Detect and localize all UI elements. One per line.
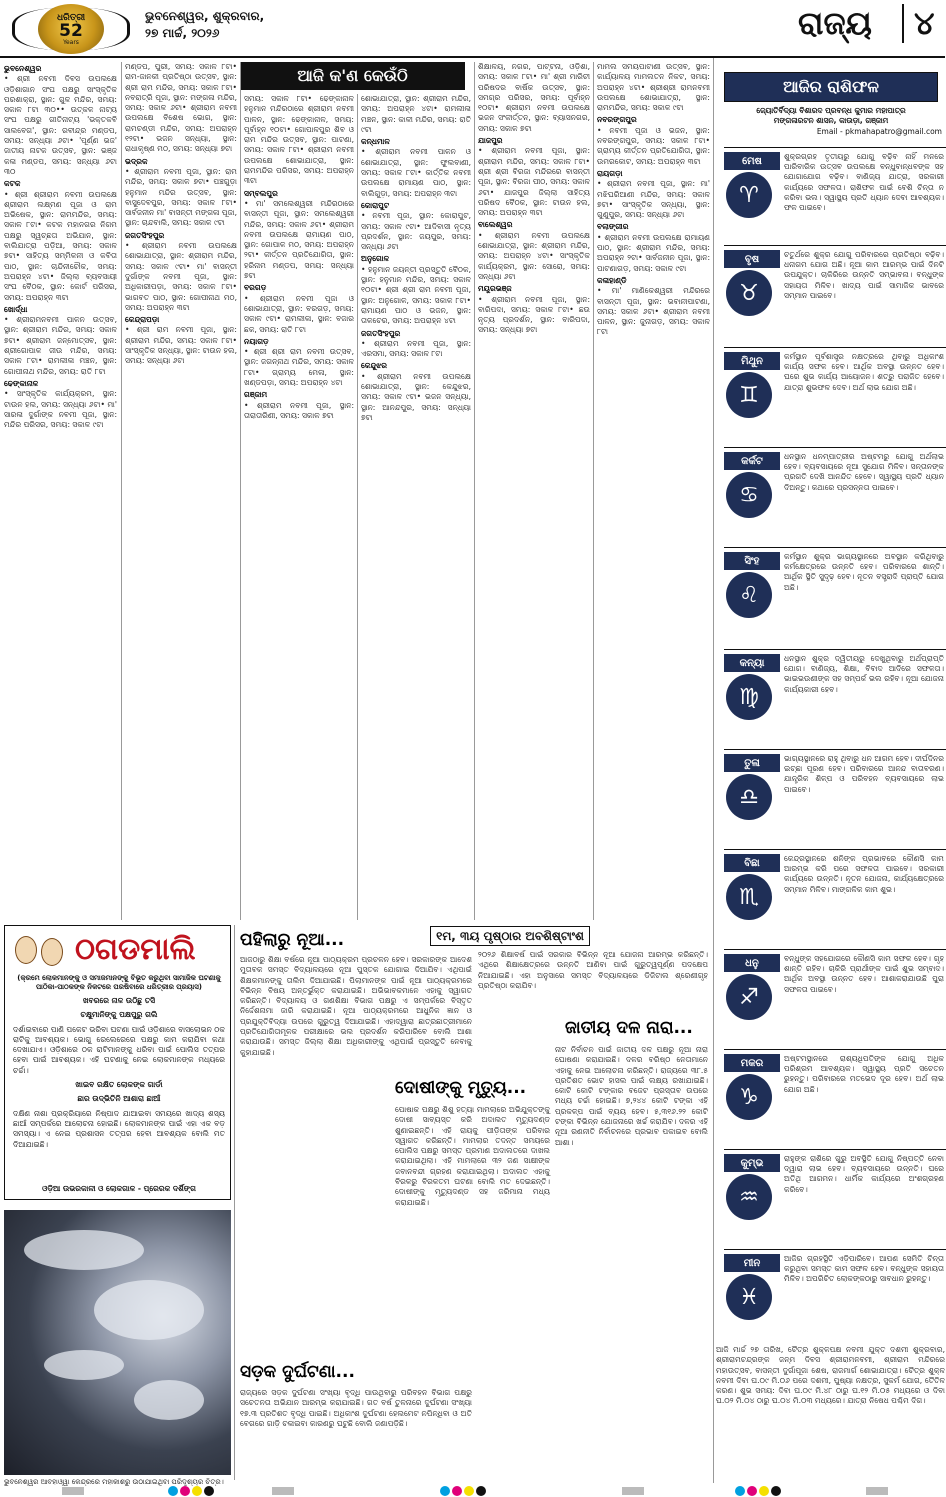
dateline-date: ୨୭ ମାର୍ଚ୍ଚ, ୨୦୨୬ <box>145 26 220 40</box>
horoscope-sign-text: କର୍ମସ୍ଥାନ ଶୁକ୍ର ଭାଗ୍ୟସ୍ଥାନରେ ଅବସ୍ଥାନ କରିଥିବାରୁ କର୍ମକ୍ଷେତ୍ରରେ ଉନ୍ନତି ହେବ। ପରିବାରରେ ଶାନ୍ତି। ଆର୍ଥିକ ସ୍ଥିତି ସୁଦୃଢ଼ ହେବ। ନୂତନ ବସ୍ତ୍ରାଦି ପ୍ରାପ୍ତି ଯୋଗ ଅଛି। <box>784 552 944 592</box>
thagadmali-box <box>4 925 231 1200</box>
horoscope-sign-label: ମିଥୁନ <box>724 352 780 370</box>
print-registration-yellow <box>464 1486 474 1496</box>
zodiac-icon: ♎ <box>726 774 772 820</box>
cloud-shape <box>24 1230 144 1270</box>
article-dosh-title: ଦୋଷୀଙ୍କୁ ମୃତ୍ୟୁ... <box>395 1078 527 1098</box>
thagadmali-para-2: ଦକ୍ଷିଣ ନାଶା ପ୍ରକ୍ରିୟାରେ ନିଷ୍ପାଦ ଯାଆଇବା ସମୟରେ ଖାଦ୍ୟ ଶସ୍ୟ ଛାଆଁ ସମ୍ପର୍କରେ ଆଲୋଚନା ହୋଇଛି। ଲୋକମାନଙ୍କ ପାଇଁ ଏହା ଏକ ବଡ଼ ସମସ୍ୟା। ଏ ନେଇ ପ୍ରଶାସନ ତତ୍ପର ହେବା ଆବଶ୍ୟକ ବୋଲି ମତ ଦିଆଯାଇଛି। <box>13 1108 225 1149</box>
horoscope-separator <box>724 949 946 950</box>
horoscope-sign-text: ଚତୁର୍ଥରେ ଶୁକ୍ର ଯୋଗୁ ପରିବାରରେ ପ୍ରତିଷ୍ଠା ବଢ଼ିବ। ଧନାଗମ ଯୋଗ ଅଛି। ନୂଆ କାମ ଆରମ୍ଭ ପାଇଁ ଦିନଟି ଉପଯୁକ୍ତ। ଚାକିରିରେ ଉନ୍ନତି ସମ୍ଭାବନା। ବନ୍ଧୁଙ୍କ ସହାୟତା ମିଳିବ। ଖାଦ୍ୟ ପାଇଁ ସାମାଜିକ ଭାବରେ ସମ୍ମାନ ପାଇବେ। <box>784 250 944 300</box>
horoscope-author-name: ଜ୍ୟୋତିର୍ବିଦ୍ୟା ବିଶାରଦ ପ୍ରବନ୍ଧ କୁମାର ମହାପାତ୍ର <box>756 106 906 115</box>
horoscope-sign-label: ବୃଷ <box>724 250 780 268</box>
horoscope-sign-text: ରାହୁଙ୍କ ରାଶିରେ ଗୁରୁ ଅବସ୍ଥିତି ଯୋଗୁ ନିଷ୍ପତ୍ତି ନେବା ଦ୍ୱାରା ଲାଭ ହେବ। ବ୍ୟବସାୟରେ ଉନ୍ନତି। ଘରେ ଅତିଥି ଆଗମନ। ଧାର୍ମିକ କାର୍ଯ୍ୟରେ ଅଂଶଗ୍ରହଣ କରିବେ। <box>784 1154 944 1194</box>
zodiac-icon: ♊ <box>726 372 772 418</box>
horoscope-sign <box>720 150 944 246</box>
print-registration-cyan <box>735 1486 745 1496</box>
events-column-5: ଶିକ୍ଷାଳୟ, ନଗର, ପାଟ୍ଟନା, ଓଡ଼ିଶା, ସମୟ: ସକାଳ ୮ଟା• ମା' ଶ୍ରୀ ମାରିଚୀ ପରିଷଦର ବାର୍ଷିକ ଉତ୍ସବ, ସ୍ଥାନ: ସମଗ୍ର ପରିସର, ସମୟ: ପୂର୍ବାହ୍ନ ୧୦ଟା• ଶ୍ରୀରାମ ନବମୀ ଉପଲକ୍ଷେ ଭଜନ ସଂକୀର୍ତ୍ତନ, ସ୍ଥାନ: ବ୍ୟାସନଗର, ସମୟ: ସକାଳ ୭ଟା ଯାଜପୁର • ଶ୍ରୀରାମ ନବମୀ ପୂଜା, ସ୍ଥାନ: ଶ୍ରୀରାମ ମନ୍ଦିର, ସମୟ: ସକାଳ ୮ଟା• ଶ୍ରୀ ଶ୍ରୀ ବିରଜା ମନ୍ଦିରରେ ବାସନ୍ତୀ ପୂଜା, ସ୍ଥାନ: ବିରଜା ପୀଠ, ସମୟ: ସକାଳ ୬ଟା• ଯାଜପୁର ଜିଲ୍ଲା ସାହିତ୍ୟ ପରିଷଦ ବୈଠକ, ସ୍ଥାନ: ଟାଉନ ହଲ, ସମୟ: ଅପରାହ୍ନ ୩ଟା ବାଲେଶ୍ୱର • ଶ୍ରୀରାମ ନବମୀ ଉପଲକ୍ଷେ ଶୋଭାଯାତ୍ରା, ସ୍ଥାନ: ଶ୍ରୀରାମ ମନ୍ଦିର, ସମୟ: ଅପରାହ୍ନ ୪ଟା• ସାଂସ୍କୃତିକ କାର୍ଯ୍ୟକ୍ରମ, ସ୍ଥାନ: ସୋରୋ, ସମୟ: ସନ୍ଧ୍ୟା ୬ଟା ମୟୂରଭଞ୍ଜ • ଶ୍ରୀରାମ ନବମୀ ପୂଜା, ସ୍ଥାନ: ବାରିପଦା, ସମୟ: ସକାଳ ୮ଟା• ଛଉ ନୃତ୍ୟ ପ୍ରଦର୍ଶନ, ସ୍ଥାନ: ବାରିପଦା, ସମୟ: ସନ୍ଧ୍ୟା ୭ଟା <box>478 62 590 335</box>
column-rule <box>593 62 594 920</box>
article-jatiya-title: ଜାତୀୟ ଦଳ ନାରା... <box>565 1018 693 1038</box>
article-pahilaru-title: ପହିଲାରୁ ନୂଆ... <box>240 930 345 950</box>
horoscope-separator <box>724 1049 946 1050</box>
zodiac-icon: ♋ <box>726 472 772 518</box>
print-mark <box>272 1487 294 1495</box>
horoscope-sign <box>720 952 944 1048</box>
zodiac-icon: ♐ <box>726 974 772 1020</box>
horoscope-sign <box>720 248 944 344</box>
column-rule <box>234 925 235 1480</box>
print-registration-black <box>771 1486 781 1496</box>
events-column-3: ସମୟ: ସକାଳ ୮ଟା• ଢେଙ୍କାନାଳ ହନୁମାନ ମନ୍ଦିରଠାରେ ଶ୍ରୀରାମ ନବମୀ ପାଳନ, ସ୍ଥାନ: ଢେଙ୍କାନାଳ, ସମୟ: ପୂର୍ବାହ୍ନ ୧୦ଟା• ଗୋପାଳପୁର ଶିବ ଓ ରାମ ମନ୍ଦିର ଉତ୍ସବ, ସ୍ଥାନ: ପାଟଣା, ସମୟ: ସକାଳ ୮ଟା• ଶ୍ରୀରାମ ନବମୀ ଉପଲକ୍ଷେ ଶୋଭାଯାତ୍ରା, ସ୍ଥାନ: ରାମମନ୍ଦିର ପରିସର, ସମୟ: ଅପରାହ୍ନ ୩ଟା ସମ୍ବଲପୁର • ମା' ସମଲେଶ୍ୱରୀ ମନ୍ଦିରଠାରେ ବାସନ୍ତୀ ପୂଜା, ସ୍ଥାନ: ସମଲେଶ୍ୱରୀ ମନ୍ଦିର, ସମୟ: ସକାଳ ୬ଟା• ଶ୍ରୀରାମ ନବମୀ ଉପଲକ୍ଷେ ରାମାୟଣ ପାଠ, ସ୍ଥାନ: ଗୋପାଳ ମଠ, ସମୟ: ଅପରାହ୍ନ ୨ଟା• କୀର୍ତ୍ତନ ପ୍ରତିଯୋଗିତା, ସ୍ଥାନ: ହରିନାମ ମଣ୍ଡପ, ସମୟ: ସନ୍ଧ୍ୟା ୭ଟା ବରଗଡ଼ • ଶ୍ରୀରାମ ନବମୀ ପୂଜା ଓ ଶୋଭାଯାତ୍ରା, ସ୍ଥାନ: ବରଗଡ଼, ସମୟ: ସକାଳ ୯ଟା• ରାମଲୀଳା, ସ୍ଥାନ: ବଜାର ଛକ, ସମୟ: ରାତି ୮ଟା ନୟାଗଡ଼ • ଶ୍ରୀ ଶ୍ରୀ ରାମ ନବମୀ ଉତ୍ସବ, ସ୍ଥାନ: ଜଗନ୍ନାଥ ମନ୍ଦିର, ସମୟ: ସକାଳ ୮ଟା• ଗ୍ରାମ୍ୟ ମେଳା, ସ୍ଥାନ: ଖଣ୍ଡପଡ଼ା, ସମୟ: ଅପରାହ୍ନ ୪ଟା ଗଞ୍ଜାମ • ଶ୍ରୀରାମ ନବମୀ ପୂଜା, ସ୍ଥାନ: ତାରାତାରିଣୀ, ସମୟ: ସକାଳ ୭ଟା <box>244 94 354 420</box>
horoscope-panel <box>716 58 945 1310</box>
horoscope-sign <box>720 1252 944 1348</box>
thagadmali-para-1: ଦର୍ଶାଇବାରେ ପାଣି ପକେଟ ଭରିବା ଘଟଣା ପାଇଁ ଓଡ଼ିଶାରେ ବାସଲୋଭନ ଠକ ରାଟିକୁ ଆବଶ୍ୟକ। ଭୋଗୁ ରେଲେରେରେ ପକ୍ଷରୁ କାମ କରାଯିବା କଥା ଦେଖାଯାଏ। ଓଡ଼ିଶାରେ ଠକ ରାଟିମାନଙ୍କୁ ଧରିବା ପାଇଁ ପୋଲିସ ତତ୍ପର ହେବା ପାଇଁ ଆବଶ୍ୟକ। ଏହି ଘଟଣାକୁ ନେଇ ଲୋକମାନଙ୍କ ମଧ୍ୟରେ ଚର୍ଚ୍ଚା। <box>13 1024 225 1075</box>
horoscope-separator <box>724 147 946 148</box>
thagadmali-head-4: ଛାର ଉଦ୍ଭିତିନି ଆଶାରା ଛାଆଁ <box>77 1094 161 1104</box>
horoscope-email: Email - pkmahapatro@gmail.com <box>816 127 942 136</box>
events-banner: ଆଜି କ'ଣ କେଉଁଠି <box>240 62 465 90</box>
zodiac-icon: ♓ <box>726 1274 772 1320</box>
dateline-place: ଭୁବନେଶ୍ୱର, ଶୁକ୍ରବାର, <box>145 9 265 23</box>
horoscope-author-address: ମଙ୍ଗଳାରଟନ ଶାସନ, କାଉଡ଼ା, ଗଞ୍ଜାମ <box>773 116 889 125</box>
horoscope-sign-text: ବନ୍ଧୁଙ୍କ ସହଯୋଗରେ କୌଣସି କାମ ସଫଳ ହେବ। ଗୃହ ଶାନ୍ତି ରହିବ। ଚାକିରି ପ୍ରାର୍ଥୀଙ୍କ ପାଇଁ ଶୁଭ ସମ୍ବାଦ। ଆର୍ଥିକ ଅବସ୍ଥା ଉନ୍ନତ ହେବ। ଆଶାକରାଯାଉଛି ପୁରା ସଫଳତା ପାଇବେ। <box>784 954 944 994</box>
horoscope-sign-label: ତୁଳା <box>724 754 780 772</box>
print-registration-black <box>476 1486 486 1496</box>
thagadmali-head-2: ଚକ୍ଷୁମାନିଙ୍କୁ ପକ୍ଷପୁରୁ ଗଲି <box>80 1010 158 1020</box>
events-column-1: ଭୁବନେଶ୍ୱର • ଶ୍ରୀ ନବମୀ ଦିବସ ଉପଲକ୍ଷେ ଓଡ଼ିଶାଗାନ ସଂଘ ପକ୍ଷରୁ ସାଂସ୍କୃତିକ ପରଶାକ୍ରା, ସ୍ଥାନ: ଗୁଳ ମନ୍ଦିର, ସମୟ: ସକାଳ ୮ଟା ୩୦•• ଉତ୍କଳ ନାଟ୍ୟ ସଂଘ ପକ୍ଷରୁ ଗୀତିନାଟ୍ୟ 'ଭକ୍ତକବି ସାଲବେଗ', ସ୍ଥାନ: ରବୀନ୍ଦ୍ର ମଣ୍ଡପ, ସମୟ: ସନ୍ଧ୍ୟା ୬ଟା• 'ପୂର୍ଣ୍ଣ ଭଜ' ଜାତୀୟ ନାଟକ ଉତ୍ସବ, ସ୍ଥାନ: ଭଞ୍ଜ କଳା ମଣ୍ଡପ, ସମୟ: ସନ୍ଧ୍ୟା ୬ଟା ୩୦ କଟକ • ଶ୍ରୀ ଶ୍ରୀରାମ ନବମୀ ଉପଲକ୍ଷେ ଶ୍ରୀରାମ ଲକ୍ଷ୍ମଣ ପୂଜା ଓ ରାମ ଅଭିଷେକ, ସ୍ଥାନ: ରାମମନ୍ଦିର, ସମୟ: ସକାଳ ୮ଟା• କଟକ ମହାନଗର ନିଗମ ପକ୍ଷରୁ ସ୍ୱଚ୍ଛତା ଅଭିଯାନ, ସ୍ଥାନ: ବାଲିଯାତ୍ରା ପଡ଼ିଆ, ସମୟ: ସକାଳ ୭ଟା• ସାହିତ୍ୟ ସମ୍ମିଳନୀ ଓ କବିତା ପାଠ, ସ୍ଥାନ: ଚାନ୍ଦିନୀଚୌକ, ସମୟ: ଅପରାହ୍ନ ୪ଟା• ଜିଲ୍ଲା ବ୍ୟବସାୟୀ ସଂଘ ବୈଠକ, ସ୍ଥାନ: କୋର୍ଟ ପରିସର, ସମୟ: ଅପରାହ୍ନ ୩ଟା ଖୋର୍ଦ୍ଧା • ଶ୍ରୀରାମନବମୀ ପାଳନ ଉତ୍ସବ, ସ୍ଥାନ: ଶ୍ରୀରାମ ମନ୍ଦିର, ସମୟ: ସକାଳ ୭ଟା• ଶ୍ରୀରାମ ଜନ୍ମୋତ୍ସବ, ସ୍ଥାନ: ଶ୍ରୀଗୋପାଳ ଜୀଉ ମନ୍ଦିର, ସମୟ: ସକାଳ ୮ଟା• ରାମଲୀଳା ମଞ୍ଚନ, ସ୍ଥାନ: ଗୋପୀନାଥ ମନ୍ଦିର, ସମୟ: ରାତି ୮ଟା ଢେଙ୍କାନାଳ • ସାଂସ୍କୃତିକ କାର୍ଯ୍ୟକ୍ରମ, ସ୍ଥାନ: ଟାଉନ ହଲ, ସମୟ: ସନ୍ଧ୍ୟା ୬ଟା• ମା' ସାରଳା ଦୁର୍ଗାଙ୍କ ନବମୀ ପୂଜା, ସ୍ଥାନ: ମନ୍ଦିର ପରିସର, ସମୟ: ସକାଳ ୯ଟା <box>4 64 117 430</box>
horoscope-sign-text: ଶୁକ୍ରଗ୍ରହ ତୃତୀୟରୁ ଯୋଗୁ ବଢ଼ିବ ନାହିଁ ମନରେ ପାରିବାରିକ ଉତ୍ସବ ଉପଲକ୍ଷେ ବନ୍ଧୁବାନ୍ଧବଙ୍କ ସହ ଯୋଗାଯୋଗ ବଢ଼ିବ। ବାଣିଜ୍ୟ ଯାତ୍ରା, ସରକାରୀ କାର୍ଯ୍ୟରେ ସଫଳତା। ରାଶିଫଳ ପାଇଁ ବେଶି ଚିନ୍ତା ନ କରିବା ଭଲ। ସ୍ୱାସ୍ଥ୍ୟ ପ୍ରତି ଧ୍ୟାନ ଦେବା ଆବଶ୍ୟକ। ଫଳ ପାଇବେ। <box>784 152 944 213</box>
horoscope-author <box>720 106 942 126</box>
horoscope-separator <box>724 649 946 650</box>
horoscope-separator <box>724 245 946 246</box>
horoscope-sign-label: କୁମ୍ଭ <box>724 1154 780 1172</box>
article-jatiya-body: ନାଟ ନିର୍ବାଚନ ପାଇଁ ଜାତୀୟ ଦଳ ପକ୍ଷରୁ ନୂଆ ନାରା ଘୋଷଣା କରାଯାଇଛି। ଦଳର ବରିଷ୍ଠ ନେତାମାନେ ଏହାକୁ ନେଇ ଆଲୋଚନା କରିଛନ୍ତି। ରାଜ୍ୟରେ ୩୮.୫ ପ୍ରତିଶତ ଭୋଟ ହାସଲ ପାଇଁ ଲକ୍ଷ୍ୟ ରଖାଯାଇଛି। କୋଟି କୋଟି ଟଙ୍କାର ବଜେଟ ପ୍ରସ୍ତାବ ଉପରେ ମଧ୍ୟ ଚର୍ଚ୍ଚା ହୋଇଛି। ୭,୨୪୪ କୋଟି ଟଙ୍କା ଏହି ପ୍ରକଳ୍ପ ପାଇଁ ବ୍ୟୟ ହେବ। ୫,୩୧୬.୨୨ କୋଟି ଟଙ୍କା ବିଭିନ୍ନ ଯୋଜନାରେ ଖର୍ଚ୍ଚ କରାଯିବ। ଦଳର ଏହି ନୂଆ ରଣନୀତି ନିର୍ବାଚନରେ ପ୍ରଭାବ ପକାଇବ ବୋଲି ଆଶା। <box>555 1045 708 1147</box>
cartoon-face-right <box>41 938 63 966</box>
print-registration-magenta <box>180 1486 190 1496</box>
events-column-4: ଶୋଭାଯାତ୍ରା, ସ୍ଥାନ: ଶ୍ରୀରାମ ମନ୍ଦିର, ସମୟ: ଅପରାହ୍ନ ୪ଟା• ରାମଲୀଳା ମଞ୍ଚନ, ସ୍ଥାନ: କାଳୀ ମନ୍ଦିର, ସମୟ: ରାତି ୯ଟା କନ୍ଧମାଳ • ଶ୍ରୀରାମ ନବମୀ ପାଳନ ଓ ଶୋଭାଯାତ୍ରା, ସ୍ଥାନ: ଫୁଲବାଣୀ, ସମୟ: ସକାଳ ୮ଟା• କାର୍ତ୍ତିକ ନବମୀ ଉପଲକ୍ଷେ ରାମାୟଣ ପାଠ, ସ୍ଥାନ: ବାଲିଗୁଡ଼ା, ସମୟ: ଅପରାହ୍ନ ୩ଟା କୋରାପୁଟ • ନବମୀ ପୂଜା, ସ୍ଥାନ: କୋରାପୁଟ, ସମୟ: ସକାଳ ୯ଟା• ଆଦିବାସୀ ନୃତ୍ୟ ପ୍ରଦର୍ଶନ, ସ୍ଥାନ: ଜୟପୁର, ସମୟ: ସନ୍ଧ୍ୟା ୬ଟା ଅନୁଗୋଳ • ହନୁମାନ ଜୟନ୍ତୀ ପ୍ରସ୍ତୁତି ବୈଠକ, ସ୍ଥାନ: ହନୁମାନ ମନ୍ଦିର, ସମୟ: ସକାଳ ୧୦ଟା• ଶ୍ରୀ ଶ୍ରୀ ରାମ ନବମୀ ପୂଜା, ସ୍ଥାନ: ଅନୁଗୋଳ, ସମୟ: ସକାଳ ୮ଟା• ରାମାୟଣ ପାଠ ଓ ଭଜନ, ସ୍ଥାନ: ତାଳଚେର, ସମୟ: ଅପରାହ୍ନ ୪ଟା ଜଗତସିଂହପୁର • ଶ୍ରୀରାମ ନବମୀ ପୂଜା, ସ୍ଥାନ: ଏରସମା, ସମୟ: ସକାଳ ୮ଟା କେନ୍ଦୁଝର • ଶ୍ରୀରାମ ନବମୀ ଉପଲକ୍ଷେ ଶୋଭାଯାତ୍ରା, ସ୍ଥାନ: କେନ୍ଦୁଝର, ସମୟ: ସକାଳ ୯ଟା• ଭଜନ ସନ୍ଧ୍ୟା, ସ୍ଥାନ: ଆନନ୍ଦପୁର, ସମୟ: ସନ୍ଧ୍ୟା ୭ଟା <box>361 94 471 422</box>
horoscope-sign-label: କର୍କଟ <box>724 452 780 470</box>
zodiac-icon: ♏ <box>726 874 772 920</box>
thagadmali-body <box>13 996 225 1154</box>
print-mark <box>622 1487 644 1495</box>
print-registration-yellow <box>192 1486 202 1496</box>
cartoon-face-left <box>15 936 37 964</box>
print-registration-magenta <box>747 1486 757 1496</box>
cloud-shape <box>94 1280 204 1340</box>
column-rule <box>240 62 241 920</box>
print-registration-cyan <box>440 1486 450 1496</box>
horoscope-separator <box>724 849 946 850</box>
horoscope-sign-label: କନ୍ୟା <box>724 654 780 672</box>
column-rule <box>121 62 122 920</box>
horoscope-sign <box>720 450 944 546</box>
horoscope-sign <box>720 752 944 848</box>
horoscope-sign <box>720 350 944 446</box>
horoscope-sign-text: ଅଷ୍ଟମସ୍ଥାନରେ ରାଶ୍ୟଧିପତିଙ୍କ ଯୋଗୁ ଅଧିକ ପରିଶ୍ରମ ଆବଶ୍ୟକ। ସ୍ୱାସ୍ଥ୍ୟ ପ୍ରତି ସଚେତନ ରୁହନ୍ତୁ। ପରିବାରରେ ମତଭେଦ ଦୂର ହେବ। ଅର୍ଥ ଲାଭ ଯୋଗ ଅଛି। <box>784 1054 944 1094</box>
zodiac-icon: ♒ <box>726 1174 772 1220</box>
thagadmali-head-1: ଖବରରେ ନାଳ ଉଠିଛୁ ତସି <box>82 996 156 1005</box>
print-mark <box>866 1487 888 1495</box>
horoscope-sign-label: ମକର <box>724 1054 780 1072</box>
events-column-6: ମାମଲ ସମୟପାଟାଣୀ ଉତ୍ସବ, ସ୍ଥାନ: କାର୍ଯ୍ୟାଳୟ ମାମଲତନ ନିକଟ, ସମୟ: ଅପରାହ୍ନ ୪ଟା• ଶ୍ରୀଶ୍ରୀ ରାମନବମୀ ଉପଲକ୍ଷେ ଶୋଭାଯାତ୍ରା, ସ୍ଥାନ: ରାମମନ୍ଦିର, ସମୟ: ସକାଳ ୯ଟା ନବରଙ୍ଗପୁର • ନବମୀ ପୂଜା ଓ ଭଜନ, ସ୍ଥାନ: ନବରଙ୍ଗପୁର, ସମୟ: ସକାଳ ୮ଟା• ଗ୍ରାମ୍ୟ କୀର୍ତ୍ତନ ପ୍ରତିଯୋଗିତା, ସ୍ଥାନ: ଉମରକୋଟ, ସମୟ: ଅପରାହ୍ନ ୩ଟା ରାୟଗଡ଼ା • ଶ୍ରୀରାମ ନବମୀ ପୂଜା, ସ୍ଥାନ: ମା' ମଝିଘରିଆଣୀ ମନ୍ଦିର, ସମୟ: ସକାଳ ୭ଟା• ସାଂସ୍କୃତିକ ସନ୍ଧ୍ୟା, ସ୍ଥାନ: ଗୁଣୁପୁର, ସମୟ: ସନ୍ଧ୍ୟା ୬ଟା ବଲାଙ୍ଗୀର • ଶ୍ରୀରାମ ନବମୀ ଉପଲକ୍ଷେ ରାମାୟଣ ପାଠ, ସ୍ଥାନ: ଶ୍ରୀରାମ ମନ୍ଦିର, ସମୟ: ଅପରାହ୍ନ ୨ଟା• ସାର୍ବଜନୀନ ପୂଜା, ସ୍ଥାନ: ପାଟଣାଗଡ଼, ସମୟ: ସକାଳ ୯ଟା କଳାହାଣ୍ଡି • ମା' ମାଣିକେଶ୍ୱରୀ ମନ୍ଦିରରେ ବାସନ୍ତୀ ପୂଜା, ସ୍ଥାନ: ଭବାନୀପାଟଣା, ସମୟ: ସକାଳ ୬ଟା• ଶ୍ରୀରାମ ନବମୀ ପାଳନ, ସ୍ଥାନ: ଜୁନାଗଡ଼, ସମୟ: ସକାଳ ୮ଟା <box>597 62 710 337</box>
dateline <box>145 8 264 42</box>
events-column-2: ମଣ୍ଡପ, ପୁରୀ, ସମୟ: ସକାଳ ୮ଟା• ରାମ-ଜାନକୀ ପ୍ରତିଷ୍ଠା ଉତ୍ସବ, ସ୍ଥାନ: ଶ୍ରୀ ରାମ ମନ୍ଦିର, ସମୟ: ସକାଳ ୮ଟା• ନବରାତ୍ରି ପୂଜା, ସ୍ଥାନ: ମଙ୍ଗଳା ମନ୍ଦିର, ସମୟ: ସକାଳ ୬ଟା• ଶ୍ରୀରାମ ନବମୀ ଉପଲକ୍ଷେ ବିଶେଷ ଭୋଗ, ସ୍ଥାନ: ରାମଚଣ୍ଡୀ ମନ୍ଦିର, ସମୟ: ଅପରାହ୍ନ ୧୨ଟା• ଭଜନ ସନ୍ଧ୍ୟା, ସ୍ଥାନ: ରାଧାକୃଷ୍ଣ ମଠ, ସମୟ: ସନ୍ଧ୍ୟା ୭ଟା ଭଦ୍ରକ • ଶ୍ରୀରାମ ନବମୀ ପୂଜା, ସ୍ଥାନ: ରାମ ମନ୍ଦିର, ସମୟ: ସକାଳ ୭ଟା• ପଞ୍ଚଗୁଡ଼ା ହନୁମାନ ମନ୍ଦିର ଉତ୍ସବ, ସ୍ଥାନ: ବାସୁଦେବପୁର, ସମୟ: ସକାଳ ୮ଟା• ସାର୍ବଜନୀନ ମା' ବାସନ୍ତୀ ମଙ୍ଗଳା ପୂଜା, ସ୍ଥାନ: ଚାନ୍ଦବାଲି, ସମୟ: ସକାଳ ୯ଟା ଜଗତସିଂହପୁର • ଶ୍ରୀରାମ ନବମୀ ଉପଲକ୍ଷେ ଶୋଭାଯାତ୍ରା, ସ୍ଥାନ: ଶ୍ରୀରାମ ମନ୍ଦିର, ସମୟ: ସକାଳ ୯ଟା• ମା' ବାସନ୍ତୀ ଦୁର୍ଗାଙ୍କ ନବମୀ ପୂଜା, ସ୍ଥାନ: ଅଧିକାରୀପଡ଼ା, ସମୟ: ସକାଳ ୮ଟା• ଭାଗବତ ପାଠ, ସ୍ଥାନ: ଗୋପୀନାଥ ମଠ, ସମୟ: ଅପରାହ୍ନ ୩ଟା କେନ୍ଦ୍ରାପଡ଼ା • ଶ୍ରୀ ରାମ ନବମୀ ପୂଜା, ସ୍ଥାନ: ଶ୍ରୀରାମ ମନ୍ଦିର, ସମୟ: ସକାଳ ୮ଟା• ସାଂସ୍କୃତିକ ସନ୍ଧ୍ୟା, ସ୍ଥାନ: ଟାଉନ ହଲ, ସମୟ: ସନ୍ଧ୍ୟା ୬ଟା <box>125 62 237 366</box>
newspaper-logo <box>38 4 104 54</box>
horoscope-separator <box>724 347 946 348</box>
print-registration-cyan <box>168 1486 178 1496</box>
horoscope-sign-label: ମୀନ <box>724 1254 780 1272</box>
horoscope-separator <box>724 547 946 548</box>
continued-box-title: ୧ମ, ୩ୟ ପୃଷ୍ଠାର ଅବଶିଷ୍ଟାଂଶ <box>430 926 590 946</box>
thagadmali-signoff: ଓଡ଼ିଆ ଉଭରକାଳୀ ଓ ଲୋକଗାଳ - ପ୍ରେରକ ଦର୍ଶିଙ୍ଗ <box>42 1184 196 1193</box>
horoscope-separator <box>724 1149 946 1150</box>
horoscope-sign-label: ମେଷ <box>724 152 780 170</box>
panchang-text: ଆଜି ମାର୍ଚ୍ଚ ୨୭ ତାରିଖ, ଚୈତ୍ର ଶୁକ୍ଳପକ୍ଷ ନବମୀ ଯୁକ୍ତ ଦଶମୀ ଶୁକ୍ରବାର, ଶ୍ରୀରାମଚନ୍ଦ୍ରଙ୍କ ଜନ୍ମ ଦିବସ ଶ୍ରୀରାମନବମୀ, ଶ୍ରୀରାମ ମନ୍ଦିରରେ ମହାଉତ୍ସବ, ବାସନ୍ତୀ ଦୁର୍ଗାପୂଜା ଶେଷ, ରାଜମାର୍ଗ ଶୋଭାଯାତ୍ରା। ଚୈତ୍ର ଶୁକ୍ଳ ନବମୀ ଦିବା ଘ.୦୯ ମି.୦୬ ପରେ ଦଶମୀ, ପୁଷ୍ୟା ନକ୍ଷତ୍ର, ସୁକର୍ମ ଯୋଗ, ତୈତିଳ କରଣ। ଶୁଭ ସମୟ: ଦିବା ଘ.୦୯ ମି.୪୮ ଠାରୁ ଘ.୧୨ ମି.୦୫ ମଧ୍ୟରେ ଓ ଦିବା ଘ.୦୨ ମି.୦୪ ଠାରୁ ଘ.୦୪ ମି.୦୩ ମଧ୍ୟରେ। ଯାତ୍ରା ନିଷେଧ ପଶ୍ଚିମ ଦିଗ। <box>716 1345 945 1406</box>
thagadmali-subtitle: (କ୍ରମେ ଲୋକମାନଙ୍କୁ ଓ ସମାଜମାନଙ୍କୁ ବିଭୂତ କରୁଥିବା ସାମାଜିକ ଘଟଣାକୁ ପାଠିକା-ପାଠକଙ୍କ ନିକଟରେ ପରଷିବାରେ ଧରିତ୍ରୀର ପ୍ରୟାସ) <box>17 974 221 991</box>
masthead <box>0 0 945 58</box>
page-number: ୪ <box>902 4 935 43</box>
thagadmali-title: ଠଗଡମାଲି <box>75 932 196 967</box>
zodiac-icon: ♉ <box>726 270 772 316</box>
horoscope-sign-text: କେନ୍ଦ୍ରସ୍ଥାନରେ ଶନିଙ୍କ ପ୍ରଭାବରେ କୌଣସି କାମ ଆରମ୍ଭ କରି ପରେ ସଫଳତା ପାଇବେ। ସରକାରୀ କାର୍ଯ୍ୟରେ ଉନ୍ନତି। ନୂତନ ଯୋଜନା, କାର୍ଯ୍ୟକ୍ଷେତ୍ରରେ ସମ୍ମାନ ମିଳିବ। ମାଙ୍ଗଳିକ କାମ ଶୁଭ। <box>784 854 944 894</box>
cartoon-faces-icon <box>11 932 71 972</box>
section-title: ରାଜ୍ୟ <box>798 4 872 42</box>
satellite-image <box>4 1210 231 1475</box>
horoscope-sign-label: ସିଂହ <box>724 552 780 570</box>
horoscope-sign <box>720 652 944 748</box>
print-registration-magenta <box>452 1486 462 1496</box>
zodiac-icon: ♑ <box>726 1074 772 1120</box>
horoscope-separator <box>724 1249 946 1250</box>
zodiac-icon: ♈ <box>726 172 772 218</box>
article-pahilaru-body: ଆଜଠାରୁ ଶିକ୍ଷା ବର୍ଷରେ ନୂଆ ପାଠ୍ୟକ୍ରମ ପ୍ରଚଳନ ହେବ। ସରକାରଙ୍କ ଆଦେଶ ମୁତାବକ ସମସ୍ତ ବିଦ୍ୟାଳୟରେ ନୂଆ ପୁସ୍ତକ ଯୋଗାଇ ଦିଆଯିବ। ଏଥିପାଇଁ ଶିକ୍ଷକମାନଙ୍କୁ ତାଲିମ ଦିଆଯାଇଛି। ପିଲାମାନଙ୍କ ପାଇଁ ନୂଆ ପାଠ୍ୟକ୍ରମରେ ବିଭିନ୍ନ ବିଷୟ ଅନ୍ତର୍ଭୁକ୍ତ କରାଯାଇଛି। ଅଭିଭାବକମାନେ ଏହାକୁ ସ୍ୱାଗତ କରିଛନ୍ତି। ବିଦ୍ୟାଳୟ ଓ ଗଣଶିକ୍ଷା ବିଭାଗ ପକ୍ଷରୁ ଏ ସମ୍ପର୍କରେ ବିସ୍ତୃତ ନିର୍ଦ୍ଦେଶନାମା ଜାରି କରାଯାଇଛି। ନୂଆ ପାଠ୍ୟକ୍ରମରେ ଆଧୁନିକ ଜ୍ଞାନ ଓ ପ୍ରଯୁକ୍ତିବିଦ୍ୟା ଉପରେ ଗୁରୁତ୍ୱ ଦିଆଯାଇଛି। ଏହାଦ୍ୱାରା ଛାତ୍ରଛାତ୍ରୀମାନେ ପ୍ରତିଯୋଗିତାମୂଳକ ପରୀକ୍ଷାରେ ଭଲ ପ୍ରଦର୍ଶନ କରିପାରିବେ ବୋଲି ଆଶା କରାଯାଉଛି। ସମସ୍ତ ଜିଲ୍ଲା ଶିକ୍ଷା ଅଧିକାରୀଙ୍କୁ ଏଥିପାଇଁ ପ୍ରସ୍ତୁତି ନେବାକୁ କୁହାଯାଇଛି। <box>240 955 472 1057</box>
horoscope-sign-text: ଭାଗ୍ୟସ୍ଥାନରେ ରାହୁ ଥିବାରୁ ଧନ ଆଗମ ହେବ। ଦୀର୍ଘଦିନର ଇଚ୍ଛା ପୂରଣ ହେବ। ପରିବାରରେ ଆନନ୍ଦ ବାତାବରଣ। ଯାନ୍ତ୍ରିକ ଶିଳ୍ପ ଓ ପରିବହନ ବ୍ୟବସାୟରେ ଲାଭ ପାଇବେ। <box>784 754 944 794</box>
satellite-caption: ଭୁବନେଶ୍ୱର ଆବହାଓ୍ୱା କେନ୍ଦ୍ରରେ ମହାକାଶରୁ ଉଠାଯାଇଥିବା ପରିଦୃଶ୍ୟର ଚିତ୍ର। <box>4 1478 224 1486</box>
print-mark <box>62 1487 84 1495</box>
cloud-shape <box>134 1380 204 1420</box>
cloud-shape <box>44 1350 124 1380</box>
logo-years: Years <box>63 38 79 46</box>
horoscope-separator <box>724 749 946 750</box>
zodiac-icon: ♍ <box>726 674 772 720</box>
continued-box-body: ୨୦୨୬ ଶିକ୍ଷାବର୍ଷ ପାଇଁ ସରକାର ବିଭିନ୍ନ ନୂଆ ଯୋଜନା ଆରମ୍ଭ କରିଛନ୍ତି। ଏଥିରେ ଶିକ୍ଷାକ୍ଷେତ୍ରରେ ଉନ୍ନତି ଆଣିବା ପାଇଁ ଗୁରୁତ୍ୱପୂର୍ଣ୍ଣ ପଦକ୍ଷେପ ନିଆଯାଇଛି। ଏହା ଅନୁସାରେ ସମସ୍ତ ବିଦ୍ୟାଳୟରେ ଡିଜିଟାଲ ଶ୍ରେଣୀଗୃହ ପ୍ରତିଷ୍ଠା କରାଯିବ। <box>478 950 708 990</box>
horoscope-title: ଆଜିର ରାଶିଫଳ <box>724 72 938 102</box>
horoscope-sign <box>720 550 944 646</box>
column-rule <box>474 62 475 920</box>
horoscope-sign-label: ବିଛା <box>724 854 780 872</box>
column-rule <box>357 94 358 920</box>
logo-number: 52 <box>59 20 83 41</box>
print-registration-yellow <box>759 1486 769 1496</box>
column-rule <box>713 58 714 1483</box>
horoscope-sign-text: ଧନସ୍ଥାନ ଶୁକ୍ର ଦ୍ୱିତୀୟରୁ ଦେଖୁଥିବାରୁ ଅର୍ଥପ୍ରାପ୍ତି ଯୋଗ। ବାଣିଜ୍ୟ, ଶିକ୍ଷା, ବିବାଦ ଆଦିରେ ସଫଳତା। ଭାଇଭଉଣୀଙ୍କ ସହ ସମ୍ପର୍କ ଭଲ ରହିବ। ନୂଆ ଯୋଜନା କାର୍ଯ୍ୟକାରୀ ହେବ। <box>784 654 944 694</box>
horoscope-sign <box>720 1152 944 1248</box>
horoscope-sign-text: ଆଜିର ଗ୍ରହସ୍ଥିତି ଏଡ଼ିପାରିବେ। ଆପଣ ସେମିତି ଚିନ୍ତା କରୁଥିବା ସମସ୍ତ କାମ ସଫଳ ହେବ। ବନ୍ଧୁଙ୍କ ସହାୟତା ମିଳିବ। ଅପରିଚିତ ଲୋକଙ୍କଠାରୁ ସାବଧାନ ରୁହନ୍ତୁ। <box>784 1254 944 1284</box>
thagadmali-head-3: ଖାଇବ ରକ୍ଷିତ ଲୋକଙ୍କ ଗାର୍ଡା <box>75 1080 163 1090</box>
logo-top-text: ଧରିତ୍ରୀ <box>56 12 86 23</box>
horoscope-sign <box>720 1052 944 1148</box>
print-registration-black <box>204 1486 214 1496</box>
article-sadak-body: ରାଜ୍ୟରେ ସଡ଼କ ଦୁର୍ଘଟଣା ସଂଖ୍ୟା ବୃଦ୍ଧି ପାଉଥିବାରୁ ପରିବହନ ବିଭାଗ ପକ୍ଷରୁ ସଚେତନତା ଅଭିଯାନ ଆରମ୍ଭ କରାଯାଇଛି। ଗତ ବର୍ଷ ତୁଳନାରେ ଦୁର୍ଘଟଣା ସଂଖ୍ୟା ୧୭.୩ ପ୍ରତିଶତ ବୃଦ୍ଧି ପାଇଛି। ଅଧିକାଂଶ ଦୁର୍ଘଟଣା ହେଲମେଟ ନପିନ୍ଧିବା ଓ ଅତି ବେଗରେ ଗାଡ଼ି ଚଳାଇବା କାରଣରୁ ଘଟୁଛି ବୋଲି ଜଣାପଡ଼ିଛି। <box>240 1388 472 1428</box>
horoscope-sign-label: ଧନୁ <box>724 954 780 972</box>
horoscope-sign-text: କର୍ମସ୍ଥାନ ପୂର୍ବଶାସ୍ତ୍ର ନକ୍ଷତ୍ରରେ ଥିବାରୁ ଅଧିକାଂଶ କାର୍ଯ୍ୟ ସଫଳ ହେବ। ଆର୍ଥିକ ଅବସ୍ଥା ଉନ୍ନତ ହେବ। ଘରେ ଶୁଭ କାର୍ଯ୍ୟ ଆୟୋଜନ। ଶତ୍ରୁ ପରାଜିତ ହେବେ। ଯାତ୍ରା ଶୁଭଫଳ ଦେବ। ଅର୍ଥ ଲାଭ ଯୋଗ ଅଛି। <box>784 352 944 392</box>
horoscope-sign <box>720 852 944 948</box>
horoscope-sign-text: ଧନସ୍ଥାନ ଧନମ୍ପାତ୍ରୀର ଅଷ୍ଟମରୁ ଯୋଗୁ ଅର୍ଥଲାଭ ହେବ। ବ୍ୟବସାୟରେ ନୂଆ ସୁଯୋଗ ମିଳିବ। ସନ୍ତାନଙ୍କ ପ୍ରଗତି ଦେଖି ଆନନ୍ଦିତ ହେବେ। ସ୍ୱାସ୍ଥ୍ୟ ପ୍ରତି ଧ୍ୟାନ ଦିଅନ୍ତୁ। କଥାରେ ପ୍ରସନ୍ନତା ପାଇବେ। <box>784 452 944 492</box>
horoscope-separator <box>724 447 946 448</box>
article-sadak-title: ସଡ଼କ ଦୁର୍ଘଟଣା... <box>240 1362 355 1382</box>
article-dosh-body: ପୋଷାକ ପକ୍ଷରୁ ଶିଶୁ ହତ୍ୟା ମାମଲାରେ ଅଭିଯୁକ୍ତଙ୍କୁ ଦୋଷୀ ସାବ୍ୟସ୍ତ କରି ଅଦାଲତ ମୃତ୍ୟୁଦଣ୍ଡ ଶୁଣାଇଛନ୍ତି। ଏହି ରାୟକୁ ପୀଡ଼ିତାଙ୍କ ପରିବାର ସ୍ୱାଗତ କରିଛନ୍ତି। ମାମଲାର ତଦନ୍ତ ସମୟରେ ପୋଲିସ ପକ୍ଷରୁ ସମସ୍ତ ପ୍ରମାଣ ଅଦାଲତରେ ଦାଖଲ କରାଯାଇଥିଲା। ଏହି ମାମଲାରେ ୩୨ ଜଣ ସାକ୍ଷୀଙ୍କ ଜବାନବନ୍ଦୀ ଗ୍ରହଣ କରାଯାଇଥିଲା। ଅଦାଲତ ଏହାକୁ ବିରଳରୁ ବିରଳତମ ଘଟଣା ବୋଲି ମତ ଦେଇଛନ୍ତି। ଦୋଷୀଙ୍କୁ ମୃତ୍ୟୁଦଣ୍ଡ ସହ ଜରିମାନା ମଧ୍ୟ କରାଯାଇଛି। <box>395 1105 550 1207</box>
zodiac-icon: ♌ <box>726 572 772 618</box>
